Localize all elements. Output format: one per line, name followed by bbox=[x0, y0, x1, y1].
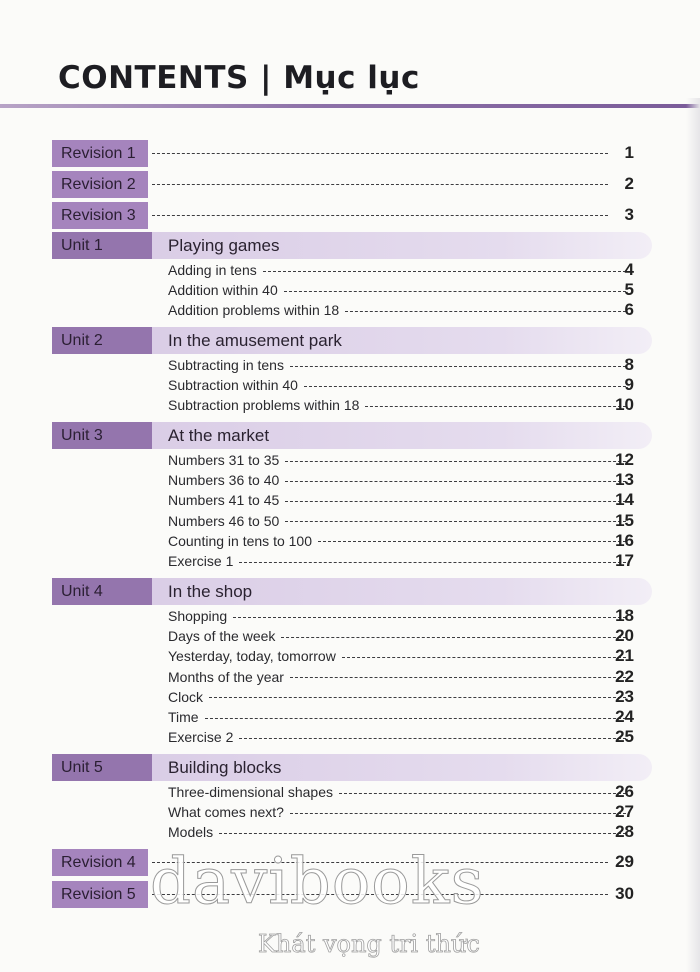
entry-label: Exercise 1 bbox=[168, 553, 234, 569]
dotted-leader bbox=[285, 521, 626, 522]
toc-entry[interactable] bbox=[168, 300, 634, 320]
page-edge-shadow bbox=[686, 98, 700, 972]
unit-title[interactable]: Playing games bbox=[168, 236, 280, 255]
unit-tag[interactable]: Unit 5 bbox=[52, 754, 152, 781]
toc-entry[interactable] bbox=[168, 646, 634, 666]
watermark-tagline: Khát vọng tri thức bbox=[258, 930, 480, 958]
entry-label: Exercise 2 bbox=[168, 729, 234, 746]
toc-entry[interactable] bbox=[168, 260, 634, 280]
page-number: 15 bbox=[615, 510, 634, 530]
entry-label: Time bbox=[168, 709, 199, 725]
page-number: 26 bbox=[615, 782, 634, 801]
toc-entry[interactable] bbox=[168, 667, 634, 687]
entry-label: Days of the week bbox=[168, 628, 276, 645]
entry-label: Adding in tens bbox=[168, 262, 257, 278]
toc-entry[interactable] bbox=[168, 606, 634, 626]
toc-entry[interactable] bbox=[168, 511, 634, 531]
unit-title[interactable]: In the shop bbox=[168, 582, 253, 601]
dotted-leader bbox=[233, 617, 626, 618]
entry-label: Numbers 31 to 35 bbox=[168, 452, 280, 468]
toc-entry[interactable] bbox=[168, 450, 634, 470]
entry-label: Numbers 46 to 50 bbox=[168, 512, 280, 529]
revision-tag[interactable]: Revision 1 bbox=[52, 140, 148, 167]
toc-entry[interactable] bbox=[168, 802, 634, 822]
page-number: 20 bbox=[615, 626, 634, 646]
page-number: 6 bbox=[624, 300, 634, 320]
dotted-leader bbox=[290, 366, 626, 367]
toc-entry[interactable] bbox=[168, 822, 634, 842]
entry-label: Counting in tens to 100 bbox=[168, 532, 312, 549]
dotted-leader bbox=[318, 541, 626, 542]
dotted-leader bbox=[152, 184, 608, 185]
dotted-leader bbox=[152, 153, 608, 154]
revision-tag[interactable]: Revision 2 bbox=[52, 171, 148, 198]
toc-entry[interactable] bbox=[168, 551, 634, 571]
entry-label: Clock bbox=[168, 688, 204, 705]
entry-label: Models bbox=[168, 824, 214, 841]
page-number: 28 bbox=[615, 822, 634, 842]
unit-title[interactable]: In the amusement park bbox=[168, 331, 342, 350]
dotted-leader bbox=[263, 271, 626, 272]
page-number: 1 bbox=[624, 143, 634, 162]
toc-entry[interactable] bbox=[168, 727, 634, 747]
title-divider bbox=[0, 104, 700, 108]
revision-tag[interactable]: Revision 4 bbox=[52, 849, 148, 876]
toc-entry[interactable] bbox=[168, 470, 634, 490]
toc-entry[interactable] bbox=[168, 707, 634, 727]
dotted-leader bbox=[219, 833, 626, 834]
dotted-leader bbox=[342, 657, 626, 658]
page-number: 14 bbox=[615, 490, 634, 510]
dotted-leader bbox=[345, 311, 626, 312]
page-number: 8 bbox=[624, 355, 634, 374]
unit-title[interactable]: At the market bbox=[168, 426, 270, 445]
entry-label: Addition within 40 bbox=[168, 282, 278, 299]
entry-label: Subtraction problems within 18 bbox=[168, 397, 360, 414]
page-number: 2 bbox=[624, 174, 634, 193]
revision-tag[interactable]: Revision 5 bbox=[52, 881, 148, 908]
dotted-leader bbox=[239, 738, 626, 739]
dotted-leader bbox=[209, 697, 626, 698]
dotted-leader bbox=[205, 718, 626, 719]
page-number: 21 bbox=[615, 646, 634, 666]
dotted-leader bbox=[152, 215, 608, 216]
dotted-leader bbox=[285, 481, 626, 482]
unit-tag[interactable]: Unit 2 bbox=[52, 327, 152, 354]
toc-entry[interactable] bbox=[168, 626, 634, 646]
entry-label: What comes next? bbox=[168, 804, 284, 821]
entry-label: Three-dimensional shapes bbox=[168, 784, 333, 800]
toc-entry[interactable] bbox=[168, 782, 634, 802]
unit-tag[interactable]: Unit 3 bbox=[52, 422, 152, 449]
page-number: 3 bbox=[624, 205, 634, 224]
entry-label: Numbers 36 to 40 bbox=[168, 472, 280, 489]
page-number: 23 bbox=[615, 686, 634, 706]
toc-entry[interactable] bbox=[168, 375, 634, 395]
page-number: 18 bbox=[615, 606, 634, 625]
entry-label: Shopping bbox=[168, 608, 228, 624]
toc-entry[interactable] bbox=[168, 280, 634, 300]
dotted-leader bbox=[284, 291, 626, 292]
dotted-leader bbox=[285, 461, 626, 462]
page-number: 29 bbox=[615, 852, 634, 871]
page-number: 25 bbox=[615, 727, 634, 747]
watermark-brand: davibooks bbox=[150, 845, 485, 919]
page-number: 22 bbox=[615, 666, 634, 686]
dotted-leader bbox=[365, 406, 626, 407]
revision-tag[interactable]: Revision 3 bbox=[52, 202, 148, 229]
toc-entry[interactable] bbox=[168, 395, 634, 415]
dotted-leader bbox=[304, 386, 626, 387]
page-title: CONTENTS | Mục lục bbox=[58, 60, 420, 96]
page-number: 5 bbox=[624, 280, 634, 300]
entry-label: Months of the year bbox=[168, 668, 284, 685]
toc-entry[interactable] bbox=[168, 490, 634, 510]
entry-label: Subtracting in tens bbox=[168, 357, 284, 373]
page-number: 9 bbox=[624, 375, 634, 395]
page-number: 27 bbox=[615, 802, 634, 822]
dotted-leader bbox=[285, 501, 626, 502]
page-number: 12 bbox=[615, 450, 634, 469]
dotted-leader bbox=[239, 562, 626, 563]
toc-entry[interactable] bbox=[168, 531, 634, 551]
page-number: 17 bbox=[615, 551, 634, 570]
unit-tag[interactable]: Unit 1 bbox=[52, 232, 152, 259]
page-number: 30 bbox=[615, 884, 634, 903]
page-number: 16 bbox=[615, 530, 634, 550]
dotted-leader bbox=[290, 677, 626, 678]
dotted-leader bbox=[281, 637, 626, 638]
entry-label: Yesterday, today, tomorrow bbox=[168, 648, 336, 665]
dotted-leader bbox=[339, 793, 626, 794]
entry-label: Numbers 41 to 45 bbox=[168, 492, 280, 509]
entry-label: Addition problems within 18 bbox=[168, 302, 340, 319]
page-number: 13 bbox=[615, 470, 634, 490]
page-number: 24 bbox=[615, 707, 634, 726]
entry-label: Subtraction within 40 bbox=[168, 377, 298, 394]
toc-entry[interactable] bbox=[168, 687, 634, 707]
page-number: 10 bbox=[615, 395, 634, 415]
toc-entry[interactable] bbox=[168, 355, 634, 375]
page-number: 4 bbox=[624, 260, 634, 279]
dotted-leader bbox=[290, 813, 626, 814]
unit-title[interactable]: Building blocks bbox=[168, 758, 282, 777]
unit-tag[interactable]: Unit 4 bbox=[52, 578, 152, 605]
